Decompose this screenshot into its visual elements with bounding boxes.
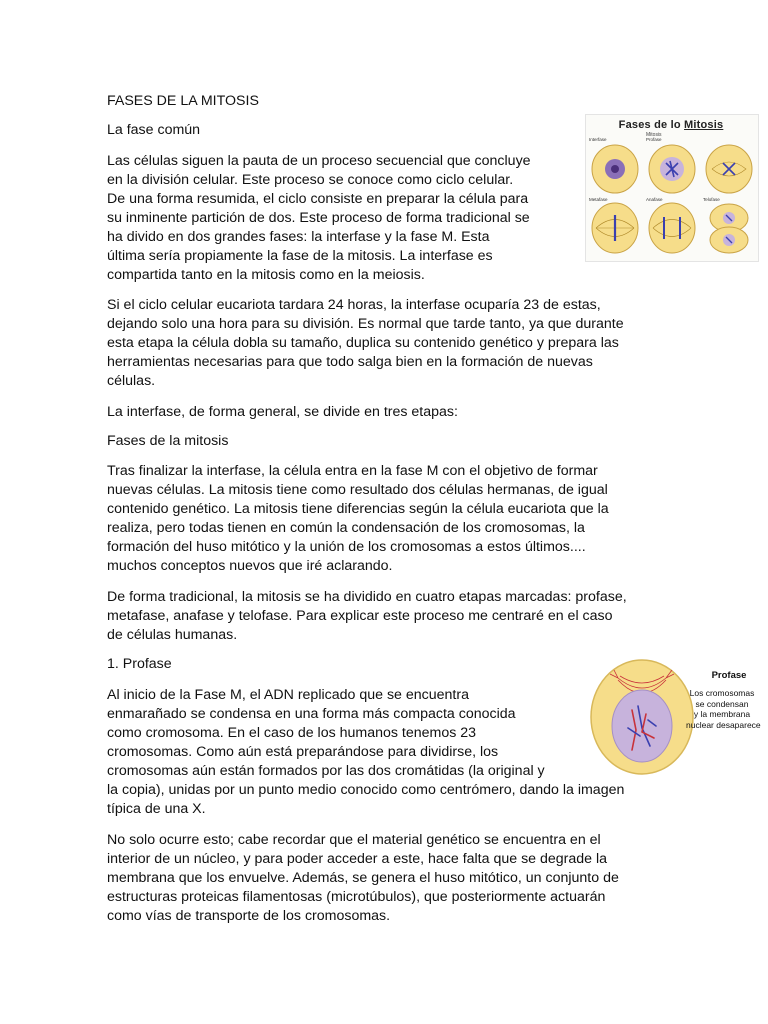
paragraph-profase-adn: Al inicio de la Fase M, el ADN replicado que se encuentra enmarañado se condensa en una forma más compacta conocida como cromosoma. En el caso de los humanos tenemos 23 cromosomas. Como aún está preparándose para dividirse, los cromosomas aún están formados por las dos cromátidas (la original y la copia), unidas por un punto medio conocido como centrómero, dando la imagen típica de una X. <box>107 687 625 817</box>
cell-profase <box>649 145 695 193</box>
mitosis-cells-illustration <box>586 115 758 261</box>
cell-anafase <box>649 203 695 253</box>
cell-prometafase <box>706 145 752 193</box>
paragraph-interfase-duracion: Si el ciclo celular eucariota tardara 24 horas, la interfase ocuparía 23 de estas, dejando solo una hora para su división. Es normal que tarde tanto, ya que durante esta etapa la célula dobla su tamaño, duplica su contenido genético y prepara las herramientas necesarias para que todo salga bien en la formación de nuevas células. <box>107 297 624 389</box>
cell-telofase <box>710 204 748 253</box>
label-profase: Profase <box>646 137 662 142</box>
heading-fases-mitosis: Fases de la mitosis <box>107 433 229 449</box>
paragraph-ciclo-celular: Las células siguen la pauta de un proceso secuencial que concluye en la división celular. Este proceso se conoce como ciclo celular. De una forma resumida, el ciclo consiste en preparar la célula para su inminente partición de dos. Este proceso de forma tradicional se ha divido en dos grandes fases: la interfase y la fase M. Esta última sería propiamente la fase de la mitosis. La interfase es compartida tanto en la mitosis como en la meiosis. <box>107 153 531 283</box>
label-interfase: Interfase <box>589 137 607 142</box>
heading-fase-comun: La fase común <box>107 122 201 138</box>
profase-cell-illustration <box>588 658 700 776</box>
paragraph-fase-m: Tras finalizar la interfase, la célula entra en la fase M con el objetivo de formar nuevas células. La mitosis tiene como resultado dos células hermanas, de igual contenido genético. La mitosis tiene diferencias según la célula eucariota que la realiza, pero todas tienen en común la condensación de los cromosomas, la formación del huso mitótico y la unión de los cromosomas a estos últimos.... muchos conceptos nuevos que iré aclarando. <box>107 463 609 574</box>
figure-fases-mitosis <box>585 114 759 262</box>
paragraph-cuatro-etapas: De forma tradicional, la mitosis se ha dividido en cuatro etapas marcadas: profase, metafase, anafase y telofase. Para explicar este proceso me centraré en el caso de células humanas. <box>107 589 627 643</box>
figure-profase-caption: Los cromosomas se condensan y la membrana nuclear desaparece <box>686 688 761 730</box>
document-title: FASES DE LA MITOSIS <box>107 93 259 109</box>
label-telofase: Telofase <box>703 197 720 202</box>
cell-metafase <box>592 203 638 253</box>
paragraph-huso-mitotico: No solo ocurre esto; cabe recordar que el material genético se encuentra en el interior de un núcleo, y para poder acceder a este, hace falta que se degrade la membrana que los envuelve. Además, se genera el huso mitótico, un conjunto de estructuras proteicas filamentosas (microtúbulos), que posteriormente actuarán como vías de transporte de los cromosomas. <box>107 832 619 924</box>
heading-profase: 1. Profase <box>107 656 172 672</box>
figure-subtitle: Mitosis <box>646 132 662 138</box>
label-metafase: Metafase <box>589 197 608 202</box>
figure-profase <box>588 658 761 776</box>
figure-profase-title: Profase <box>711 670 747 681</box>
cell-interfase <box>592 145 638 193</box>
figure-title: Fases de lo Mitosis <box>618 119 724 131</box>
paragraph-interfase-etapas: La interfase, de forma general, se divide en tres etapas: <box>107 404 458 420</box>
label-anafase: Anafase <box>646 197 663 202</box>
